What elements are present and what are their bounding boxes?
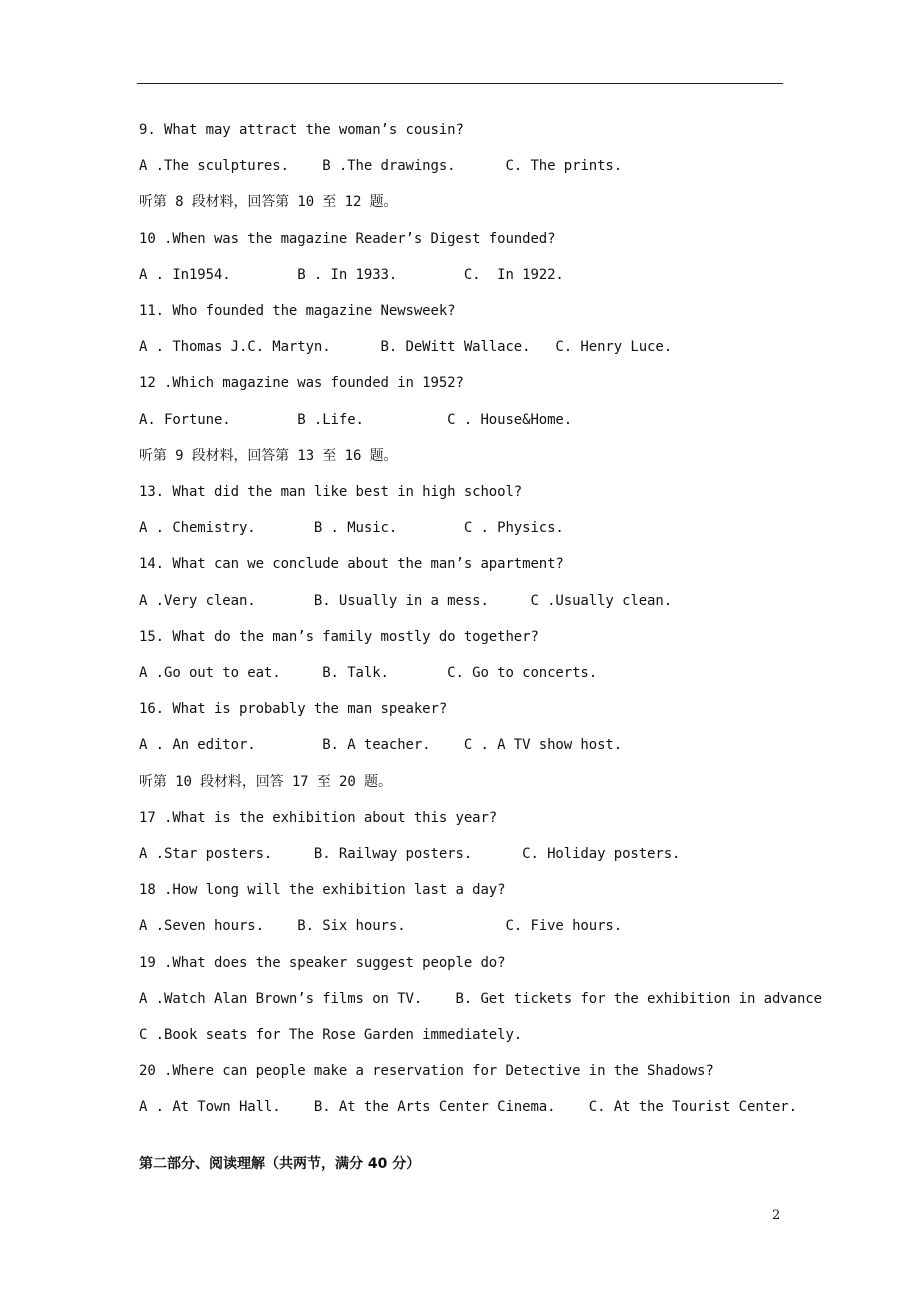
text-line: 听第 9 段材料，回答第 13 至 16 题。 — [139, 447, 398, 464]
text-line: C .Book seats for The Rose Garden immediately. — [139, 1027, 523, 1043]
text-line: A .Very clean. B. Usually in a mess. C .Usually clean. — [139, 592, 673, 609]
text-line: 听第 10 段材料，回答 17 至 20 题。 — [139, 773, 392, 790]
text-line: 11. Who founded the magazine Newsweek? — [139, 303, 456, 319]
text-line: A . Thomas J.C. Martyn. B. DeWitt Wallace. C. Henry Luce. — [139, 339, 673, 356]
text-line: 15. What do the man’s family mostly do together? — [139, 628, 539, 645]
text-line: A . An editor. B. A teacher. C . A TV show host. — [139, 737, 623, 754]
text-line: A . At Town Hall. B. At the Arts Center Cinema. C. At the Tourist Center. — [139, 1099, 797, 1116]
text-line: A .Seven hours. B. Six hours. C. Five hours. — [139, 918, 623, 935]
text-line: 12 .Which magazine was founded in 1952? — [139, 375, 464, 392]
text-line: 10 .When was the magazine Reader’s Digest founded? — [139, 230, 556, 247]
page-number: 2 — [772, 1208, 781, 1223]
text-line: 18 .How long will the exhibition last a day? — [139, 882, 506, 899]
text-line: 9. What may attract the woman’s cousin? — [139, 122, 464, 138]
text-line: 20 .Where can people make a reservation for Detective in the Shadows? — [139, 1063, 714, 1080]
text-line: A . Chemistry. B . Music. C . Physics. — [139, 520, 564, 537]
text-line: A .Star posters. B. Railway posters. C. Holiday posters. — [139, 846, 681, 862]
text-line: A . In1954. B . In 1933. C. In 1922. — [139, 266, 564, 283]
text-line: 19 .What does the speaker suggest people do? — [139, 954, 506, 971]
section-title: 第二部分、阅读理解（共两节，满分 40 分） — [139, 1156, 421, 1172]
text-line: 13. What did the man like best in high school? — [139, 484, 523, 500]
text-line: 听第 8 段材料，回答第 10 至 12 题。 — [139, 194, 398, 211]
text-line: A. Fortune. B .Life. C . House&Home. — [139, 411, 573, 428]
text-line: 17 .What is the exhibition about this year? — [139, 809, 498, 826]
text-line: 16. What is probably the man speaker? — [139, 701, 448, 718]
header-rule — [137, 83, 783, 84]
text-line: 14. What can we conclude about the man’s apartment? — [139, 556, 564, 573]
text-line: A .The sculptures. B .The drawings. C. The prints. — [139, 158, 623, 175]
text-line: A .Watch Alan Brown’s films on TV. B. Get tickets for the exhibition in advance — [139, 990, 822, 1007]
text-line: A .Go out to eat. B. Talk. C. Go to concerts. — [139, 665, 598, 681]
